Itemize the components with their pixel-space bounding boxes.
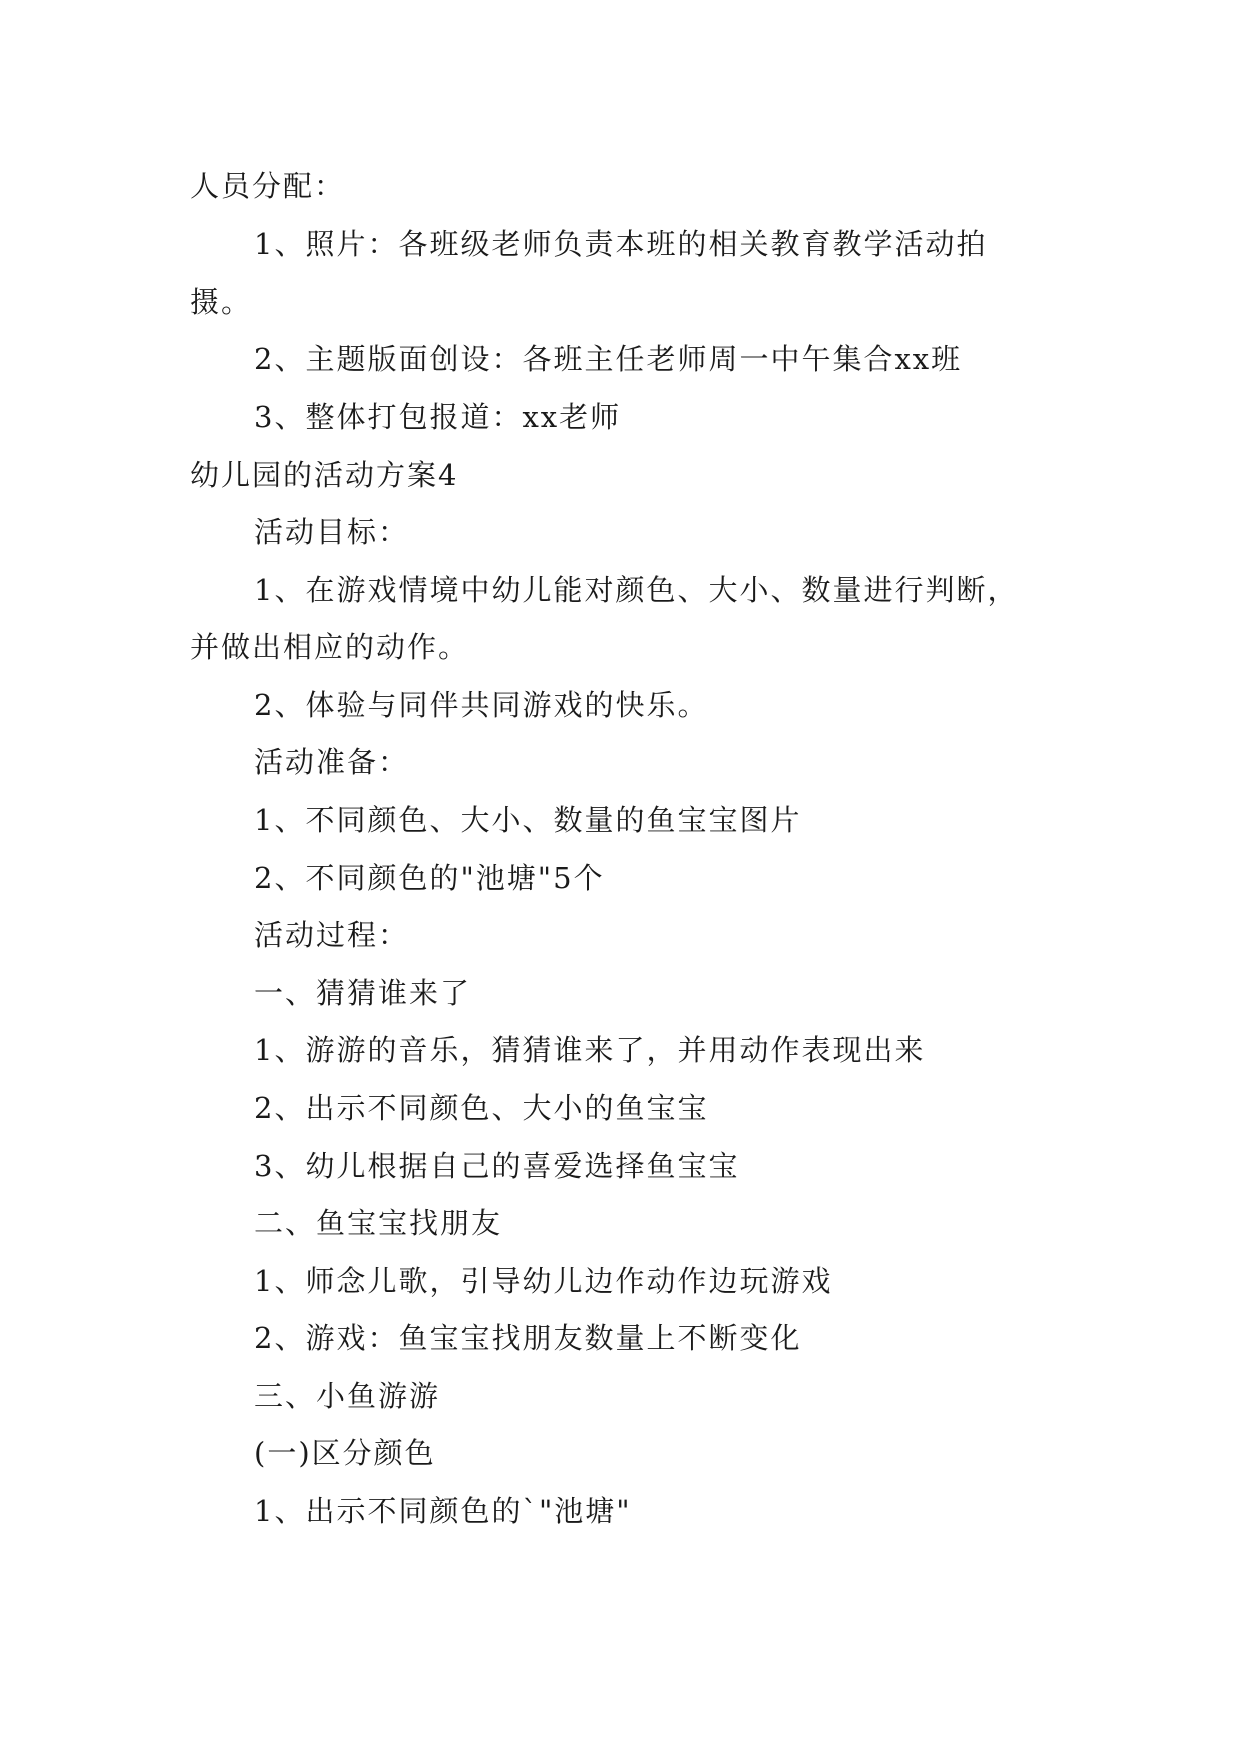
paragraph-line: (一)区分颜色	[254, 1436, 436, 1470]
paragraph-line: 摄。	[190, 285, 253, 319]
paragraph-line: 三、小鱼游游	[254, 1379, 441, 1413]
section-title: 幼儿园的活动方案4	[190, 458, 459, 492]
paragraph-line: 1、照片：各班级老师负责本班的相关教育教学活动拍	[254, 227, 988, 261]
paragraph-line: 2、出示不同颜色、大小的鱼宝宝	[254, 1091, 709, 1125]
paragraph-line: 2、不同颜色的"池塘"5个	[254, 861, 605, 895]
paragraph-line: 1、不同颜色、大小、数量的鱼宝宝图片	[254, 803, 802, 837]
paragraph-line: 1、出示不同颜色的`"池塘"	[254, 1494, 632, 1528]
activity-preparation-heading: 活动准备：	[254, 745, 410, 779]
paragraph-line: 1、游游的音乐，猜猜谁来了，并用动作表现出来	[254, 1033, 926, 1067]
paragraph-line: 二、鱼宝宝找朋友	[254, 1206, 503, 1240]
paragraph-line: 2、主题版面创设：各班主任老师周一中午集合xx班	[254, 342, 963, 376]
activity-goals-heading: 活动目标：	[254, 515, 410, 549]
paragraph-line: 1、师念儿歌，引导幼儿边作动作边玩游戏	[254, 1264, 833, 1298]
paragraph-line: 2、体验与同伴共同游戏的快乐。	[254, 688, 709, 722]
paragraph-line: 3、整体打包报道：xx老师	[254, 400, 622, 434]
paragraph-line: 2、游戏：鱼宝宝找朋友数量上不断变化	[254, 1321, 802, 1355]
paragraph-line: 3、幼儿根据自己的喜爱选择鱼宝宝	[254, 1149, 740, 1183]
paragraph-line: 一、猜猜谁来了	[254, 976, 472, 1010]
staff-allocation-heading: 人员分配：	[190, 169, 346, 203]
paragraph-line: 1、在游戏情境中幼儿能对颜色、大小、数量进行判断，	[254, 573, 1019, 607]
paragraph-line: 并做出相应的动作。	[190, 630, 470, 664]
activity-process-heading: 活动过程：	[254, 918, 410, 952]
